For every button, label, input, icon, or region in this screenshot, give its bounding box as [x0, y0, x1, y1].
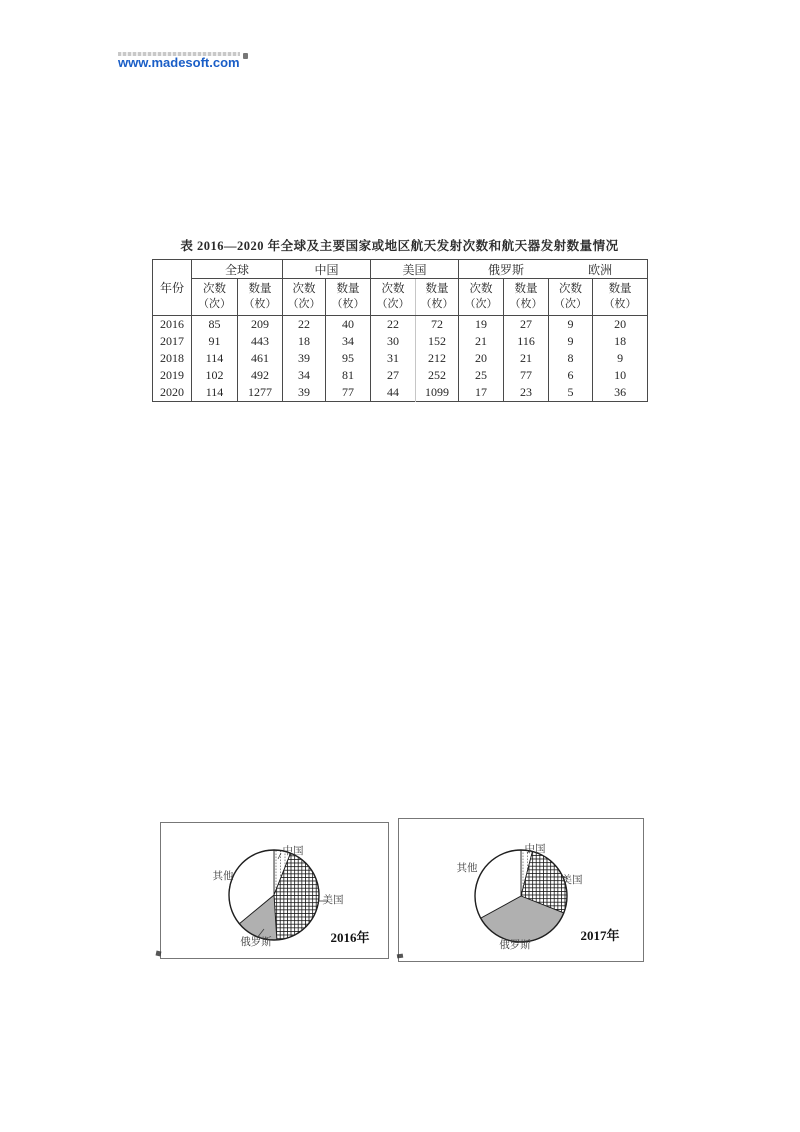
- value-cell: 27: [504, 316, 549, 334]
- subheader-cell: 次数 （次）: [283, 279, 326, 316]
- subheader-cell: 次数 （次）: [549, 279, 593, 316]
- slice-label: 美国: [322, 895, 344, 906]
- value-cell: 9: [549, 333, 593, 350]
- table-row: [153, 316, 648, 334]
- value-cell: 9: [593, 350, 648, 367]
- value-cell: 252: [416, 367, 459, 384]
- value-cell: 22: [283, 316, 326, 334]
- table-row: [153, 350, 648, 367]
- value-cell: 39: [283, 350, 326, 367]
- year-header: 年份: [153, 260, 192, 316]
- value-cell: 114: [192, 350, 238, 367]
- slice-label: 其他: [456, 863, 478, 874]
- group-header-china: 中国: [283, 260, 371, 279]
- year-cell: 2016: [153, 316, 192, 334]
- value-cell: 25: [459, 367, 504, 384]
- launch-table-figure: [152, 236, 647, 402]
- value-cell: 36: [593, 384, 648, 402]
- pie-chart: [399, 819, 643, 961]
- value-cell: 18: [593, 333, 648, 350]
- value-cell: 1277: [238, 384, 283, 402]
- scan-artifact-dot: [397, 954, 403, 959]
- value-cell: 116: [504, 333, 549, 350]
- pie-figure-2017: [398, 818, 644, 962]
- watermark-corner-mark: [243, 53, 248, 59]
- value-cell: 114: [192, 384, 238, 402]
- table-row: [153, 367, 648, 384]
- value-cell: 17: [459, 384, 504, 402]
- group-header-europe: 欧洲: [588, 262, 613, 277]
- value-cell: 34: [326, 333, 371, 350]
- year-cell: 2019: [153, 367, 192, 384]
- value-cell: 212: [416, 350, 459, 367]
- value-cell: 19: [459, 316, 504, 334]
- pie-chart-2016-mount: [161, 823, 388, 958]
- value-cell: 72: [416, 316, 459, 334]
- slice-label: 中国: [282, 846, 304, 857]
- subheader-cell: 数量 （枚）: [326, 279, 371, 316]
- table-row: [153, 384, 648, 402]
- value-cell: 34: [283, 367, 326, 384]
- pie-figure-2016: [160, 822, 389, 959]
- subheader-cell: 数量 （枚）: [593, 279, 648, 316]
- slice-label: 中国: [524, 844, 546, 855]
- year-cell: 2018: [153, 350, 192, 367]
- value-cell: 39: [283, 384, 326, 402]
- group-header-russia: 俄罗斯: [488, 262, 525, 277]
- value-cell: 492: [238, 367, 283, 384]
- subheader-cell: 数量 （枚）: [416, 279, 459, 316]
- value-cell: 30: [371, 333, 416, 350]
- value-cell: 91: [192, 333, 238, 350]
- table-body: [153, 316, 648, 402]
- pie-year-title: 2016年: [330, 930, 370, 945]
- value-cell: 22: [371, 316, 416, 334]
- value-cell: 44: [371, 384, 416, 402]
- value-cell: 77: [326, 384, 371, 402]
- slice-label: 俄罗斯: [240, 937, 272, 948]
- pie-chart: [161, 823, 388, 958]
- value-cell: 8: [549, 350, 593, 367]
- value-cell: 85: [192, 316, 238, 334]
- pie-chart-2017-mount: [399, 819, 643, 961]
- value-cell: 9: [549, 316, 593, 334]
- value-cell: 21: [459, 333, 504, 350]
- slice-label: 俄罗斯: [499, 940, 531, 951]
- value-cell: 23: [504, 384, 549, 402]
- subheader-cell: 数量 （枚）: [504, 279, 549, 316]
- watermark-link[interactable]: www.madesoft.com: [118, 55, 240, 70]
- value-cell: 5: [549, 384, 593, 402]
- slice-label: 美国: [561, 875, 583, 886]
- value-cell: 20: [593, 316, 648, 334]
- slice-label: 其他: [212, 871, 234, 882]
- group-header-global: 全球: [192, 260, 283, 279]
- table-title: 表 2016—2020 年全球及主要国家或地区航天发射次数和航天器发射数量情况: [180, 239, 619, 253]
- value-cell: 77: [504, 367, 549, 384]
- subheader-cell: 次数 （次）: [459, 279, 504, 316]
- value-cell: 209: [238, 316, 283, 334]
- value-cell: 31: [371, 350, 416, 367]
- value-cell: 20: [459, 350, 504, 367]
- value-cell: 95: [326, 350, 371, 367]
- subheader-cell: 数量 （枚）: [238, 279, 283, 316]
- value-cell: 1099: [416, 384, 459, 402]
- subheader-row: [153, 279, 648, 316]
- group-header-russia-europe: [459, 260, 648, 279]
- subheader-cell: 次数 （次）: [192, 279, 238, 316]
- value-cell: 102: [192, 367, 238, 384]
- value-cell: 443: [238, 333, 283, 350]
- value-cell: 10: [593, 367, 648, 384]
- value-cell: 461: [238, 350, 283, 367]
- year-cell: 2017: [153, 333, 192, 350]
- value-cell: 152: [416, 333, 459, 350]
- value-cell: 6: [549, 367, 593, 384]
- pie-year-title: 2017年: [580, 928, 620, 943]
- scan-artifact-dot: [156, 951, 162, 957]
- value-cell: 21: [504, 350, 549, 367]
- value-cell: 40: [326, 316, 371, 334]
- subheader-cell: 次数 （次）: [371, 279, 416, 316]
- value-cell: 81: [326, 367, 371, 384]
- group-header-usa: 美国: [371, 260, 459, 279]
- year-cell: 2020: [153, 384, 192, 402]
- value-cell: 18: [283, 333, 326, 350]
- launch-table: [152, 259, 648, 402]
- table-row: [153, 333, 648, 350]
- value-cell: 27: [371, 367, 416, 384]
